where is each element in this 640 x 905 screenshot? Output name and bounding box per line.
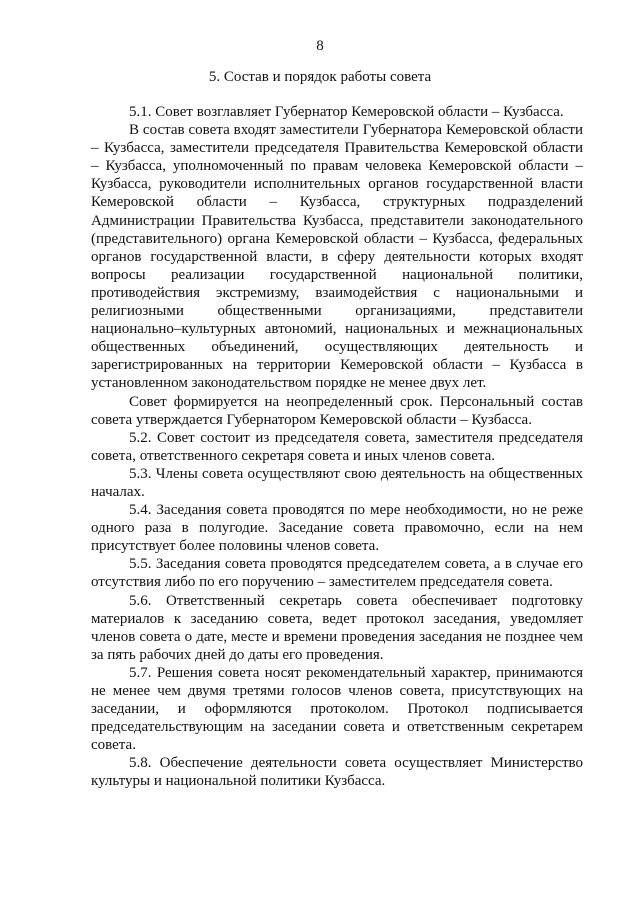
paragraph-formation: Совет формируется на неопределенный срок. Персональный состав совета утверждается Губернатором Кемеровской области – Кузбасса. xyxy=(91,393,583,428)
page-number: 8 xyxy=(316,38,324,54)
paragraph-5-3: 5.3. Члены совета осуществляют свою деятельность на общественных началах. xyxy=(91,465,583,500)
paragraph-5-7: 5.7. Решения совета носят рекомендательный характер, принимаются не менее чем двумя третями голосов членов совета, присутствующих на заседании, и оформляются протоколом. Протокол подписывается председательствующим на заседании совета и ответственным секретарем совета. xyxy=(91,664,583,754)
paragraph-5-5: 5.5. Заседания совета проводятся председателем совета, а в случае его отсутствия либо по его поручению – заместителем председателя совета. xyxy=(91,556,583,591)
paragraph-5-8: 5.8. Обеспечение деятельности совета осуществляет Министерство культуры и национальной политики Кузбасса. xyxy=(91,755,583,790)
paragraph-5-4: 5.4. Заседания совета проводятся по мере необходимости, но не реже одного раза в полугодие. Заседание совета правомочно, если на нем присутствует более половины членов совета. xyxy=(91,502,583,555)
paragraph-5-2: 5.2. Совет состоит из председателя совета, заместителя председателя совета, ответственного секретаря совета и иных членов совета. xyxy=(91,429,583,464)
section-title: 5. Состав и порядок работы совета xyxy=(208,69,432,85)
paragraph-5-6: 5.6. Ответственный секретарь совета обеспечивает подготовку материалов к заседанию совета, ведет протокол заседания, уведомляет членов совета о дате, месте и времени проведения заседания не позднее чем за пять рабочих дней до даты его проведения. xyxy=(91,592,583,663)
paragraph-5-1: 5.1. Совет возглавляет Губернатор Кемеровской области – Кузбасса. xyxy=(129,104,564,120)
paragraph-composition: В состав совета входят заместители Губернатора Кемеровской области – Кузбасса, заместители председателя Правительства Кемеровской области – Кузбасса, уполномоченный по правам человека Кемеровской области – Кузбасса, руководители исполнительных органов государственной власти Кемеровской области – Кузбасса, структурных подразделений Администрации Правительства Кузбасса, представители законодательного (представительного) органа Кемеровской области – Кузбасса, федеральных органов государственной власти, в сферу деятельности которых входят вопросы реализации государственной национальной политики, противодействия экстремизму, взаимодействия с национальными и религиозными общественными организациями, представители национально–культурных автономий, национальных и межнациональных общественных объединений, осуществляющих деятельность и зарегистрированных на территории Кемеровской области – Кузбасса в установленном законодательством порядке не менее двух лет. xyxy=(91,122,583,392)
document-body xyxy=(91,103,583,791)
